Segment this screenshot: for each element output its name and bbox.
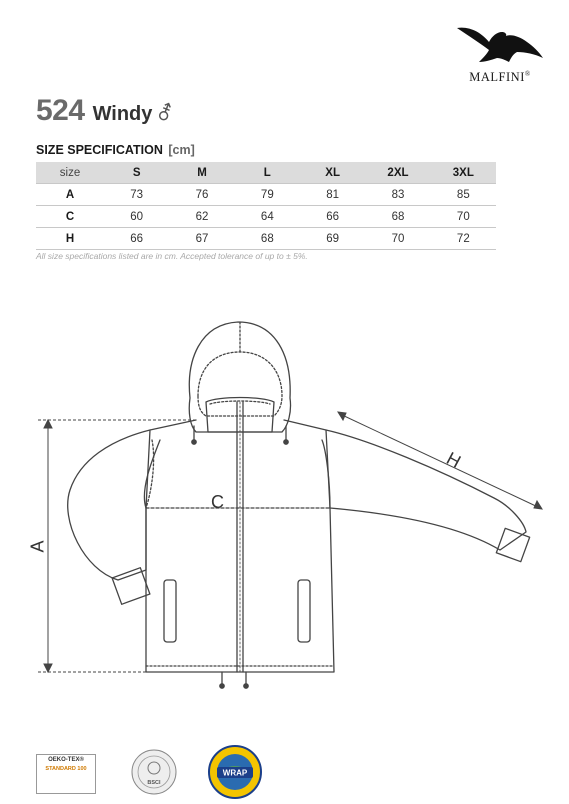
table-cell: 83 [365,184,430,206]
table-cell: 67 [169,228,234,250]
left-pocket [164,580,176,642]
table-row [36,184,496,206]
dimension-h-label: H [443,448,465,472]
svg-text:WRAP: WRAP [222,768,248,778]
oeko-tex-badge: OEKO-TEX® STANDARD 100 [36,754,96,794]
wrap-badge [207,744,263,800]
dimension-h-line [340,414,540,508]
table-cell: 66 [104,228,169,250]
row-label: A [36,184,104,206]
svg-text:BSCI: BSCI [147,780,161,786]
table-cell: 66 [300,206,365,228]
column-header-size: size [36,162,104,184]
unisex-icon: ⚦ [156,101,174,125]
table-row [36,228,496,250]
column-header: L [235,162,300,184]
column-header: 3XL [431,162,496,184]
bsci-badge [130,748,178,796]
column-header: XL [300,162,365,184]
table-cell: 72 [431,228,496,250]
table-row [36,206,496,228]
row-label: C [36,206,104,228]
table-cell: 76 [169,184,234,206]
column-header: 2XL [365,162,430,184]
product-name: Windy [92,103,153,125]
column-header: S [104,162,169,184]
table-cell: 68 [365,206,430,228]
right-pocket [298,580,310,642]
table-cell: 81 [300,184,365,206]
table-cell: 79 [235,184,300,206]
left-cuff [112,568,150,605]
eagle-icon [455,22,545,68]
tolerance-note: All size specifications listed are in cm. Accepted tolerance of up to ± 5%. [36,251,308,261]
column-header: M [169,162,234,184]
table-cell: 70 [431,206,496,228]
table-cell: 85 [431,184,496,206]
product-code: 524 [36,94,85,127]
table-cell: 69 [300,228,365,250]
dimension-c-label: C [211,492,224,512]
brand-logo [455,22,545,92]
table-cell: 60 [104,206,169,228]
product-title [36,94,173,128]
dimension-a-label: A [27,540,48,553]
size-table [36,162,496,250]
size-spec-heading: SIZE SPECIFICATION [cm] [36,143,195,157]
table-cell: 64 [235,206,300,228]
row-label: H [36,228,104,250]
jacket-drawing [0,300,569,700]
table-header-row [36,162,496,184]
table-cell: 62 [169,206,234,228]
table-cell: 73 [104,184,169,206]
table-cell: 70 [365,228,430,250]
table-cell: 68 [235,228,300,250]
brand-name: MALFINI® [469,70,531,84]
right-sleeve [322,430,526,550]
